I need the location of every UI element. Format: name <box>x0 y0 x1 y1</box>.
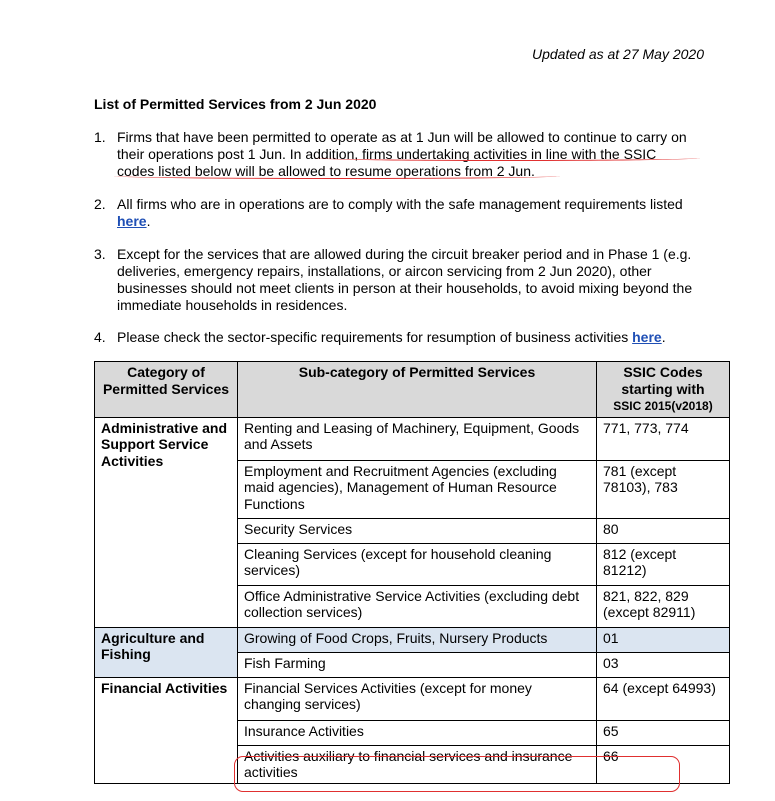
red-underline-annotation <box>316 145 700 161</box>
subcategory-cell: Office Administrative Service Activities (excluding debt collection services) <box>238 585 597 627</box>
red-highlight-annotation <box>234 756 680 792</box>
here-link[interactable]: here <box>117 213 147 229</box>
subcategory-cell: Insurance Activities <box>238 720 597 745</box>
list-number: 4. <box>94 329 106 345</box>
header-ssic-label: SSIC Codes starting with <box>621 364 705 397</box>
subcategory-cell: Financial Services Activities (except for money changing services) <box>238 677 597 720</box>
header-category: Category of Permitted Services <box>95 362 238 418</box>
table-header-row <box>95 362 730 418</box>
list-text-body: All firms who are in operations are to comply with the safe management requirements listed <box>117 196 683 212</box>
subcategory-cell: Activities auxiliary to financial services and insurance activities <box>238 745 597 783</box>
list-text <box>117 329 697 346</box>
table-row <box>95 417 730 460</box>
ssic-cell: 64 (except 64993) <box>597 677 730 720</box>
header-ssic <box>597 362 730 418</box>
list-number: 3. <box>94 246 106 262</box>
red-underline-annotation <box>114 163 560 179</box>
ssic-cell: 80 <box>597 518 730 543</box>
list-text-end: . <box>146 213 151 229</box>
updated-date: Updated as at 27 May 2020 <box>532 46 705 62</box>
here-link[interactable]: here <box>632 329 662 345</box>
subcategory-cell: Fish Farming <box>238 652 597 677</box>
subcategory-cell: Growing of Food Crops, Fruits, Nursery Products <box>238 627 597 652</box>
permitted-services-table <box>94 361 730 784</box>
subcategory-cell: Renting and Leasing of Machinery, Equipment, Goods and Assets <box>238 417 597 460</box>
ssic-cell: 812 (except 81212) <box>597 543 730 585</box>
subcategory-cell: Security Services <box>238 518 597 543</box>
list-number: 2. <box>94 196 106 212</box>
ssic-cell: 03 <box>597 652 730 677</box>
table-row <box>95 677 730 720</box>
list-text <box>117 196 697 230</box>
list-number: 1. <box>94 129 106 145</box>
ssic-cell: 821, 822, 829 (except 82911) <box>597 585 730 627</box>
list-text: Firms that have been permitted to operate as at 1 Jun will be allowed to continue to carry on their operations post 1 Jun. In addition, firms undertaking activities in line with the SSIC codes listed below will be allowed to resume operations from 2 Jun. <box>117 129 687 179</box>
list-text-body: Please check the sector-specific requirements for resumption of business activities <box>117 329 633 345</box>
category-cell: Agriculture and Fishing <box>95 627 238 677</box>
category-cell: Administrative and Support Service Activities <box>95 417 238 627</box>
document-heading: List of Permitted Services from 2 Jun 2020 <box>94 96 377 112</box>
table-row <box>95 627 730 652</box>
ssic-cell: 781 (except 78103), 783 <box>597 460 730 518</box>
header-ssic-version: SSIC 2015(v2018) <box>613 399 713 413</box>
list-text-end: . <box>661 329 666 345</box>
ssic-cell: 01 <box>597 627 730 652</box>
list-text: Except for the services that are allowed during the circuit breaker period and in Phase 1 (e.g. deliveries, emergency repairs, installations, or aircon servicing from 2 Jun 2020), other businesses should not meet clients in person at their households, to avoid mixing beyond the immediate households in residences. <box>117 246 693 313</box>
ssic-cell: 65 <box>597 720 730 745</box>
header-subcategory: Sub-category of Permitted Services <box>238 362 597 418</box>
subcategory-cell: Employment and Recruitment Agencies (excluding maid agencies), Management of Human Resource Functions <box>238 460 597 518</box>
subcategory-cell: Cleaning Services (except for household cleaning services) <box>238 543 597 585</box>
ssic-cell: 771, 773, 774 <box>597 417 730 460</box>
ssic-cell: 66 <box>597 745 730 783</box>
category-cell: Financial Activities <box>95 677 238 783</box>
